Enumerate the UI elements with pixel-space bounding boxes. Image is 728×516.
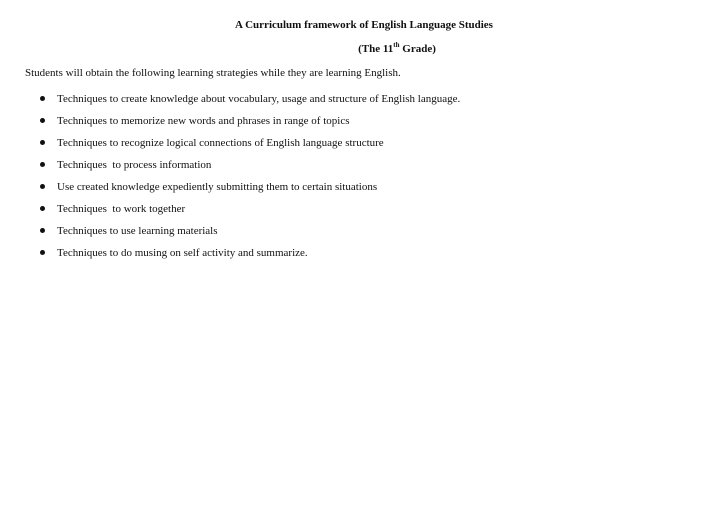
bullet-icon	[40, 162, 45, 167]
bullet-icon	[40, 96, 45, 101]
list-item	[40, 114, 350, 136]
list-item-text: Techniques to work together	[57, 203, 186, 215]
list-item-text: Techniques to create knowledge about vocabulary, usage and structure of English language.	[57, 93, 461, 105]
bullet-icon	[40, 228, 45, 233]
list-item-text: Techniques to memorize new words and phrases in range of topics	[57, 115, 350, 127]
list-item-text: Use created knowledge expediently submitting them to certain situations	[57, 181, 378, 193]
list-item-text: Techniques to use learning materials	[57, 225, 218, 237]
document-title	[0, 18, 728, 32]
bullet-icon	[40, 250, 45, 255]
list-item	[40, 136, 384, 158]
bullet-icon	[40, 206, 45, 211]
intro-paragraph: Students will obtain the following learning strategies while they are learning English.	[25, 67, 401, 79]
strategy-list	[40, 92, 461, 268]
list-item	[40, 158, 212, 180]
list-item	[40, 202, 186, 224]
grade-suffix: Grade)	[399, 43, 436, 55]
list-item-text: Techniques to recognize logical connections of English language structure	[57, 137, 384, 149]
bullet-icon	[40, 118, 45, 123]
list-item	[40, 92, 461, 114]
grade-ordinal-suffix: th	[393, 41, 400, 49]
bullet-icon	[40, 140, 45, 145]
list-item	[40, 224, 218, 246]
list-item-text: Techniques to do musing on self activity and summarize.	[57, 247, 308, 259]
document-subtitle	[0, 42, 728, 56]
title-text: A Curriculum framework of English Language Studies	[235, 19, 493, 31]
list-item	[40, 180, 378, 202]
list-item-text: Techniques to process information	[57, 159, 212, 171]
grade-label	[358, 42, 436, 56]
bullet-icon	[40, 184, 45, 189]
list-item	[40, 246, 308, 268]
grade-prefix: (The 11	[358, 43, 394, 55]
